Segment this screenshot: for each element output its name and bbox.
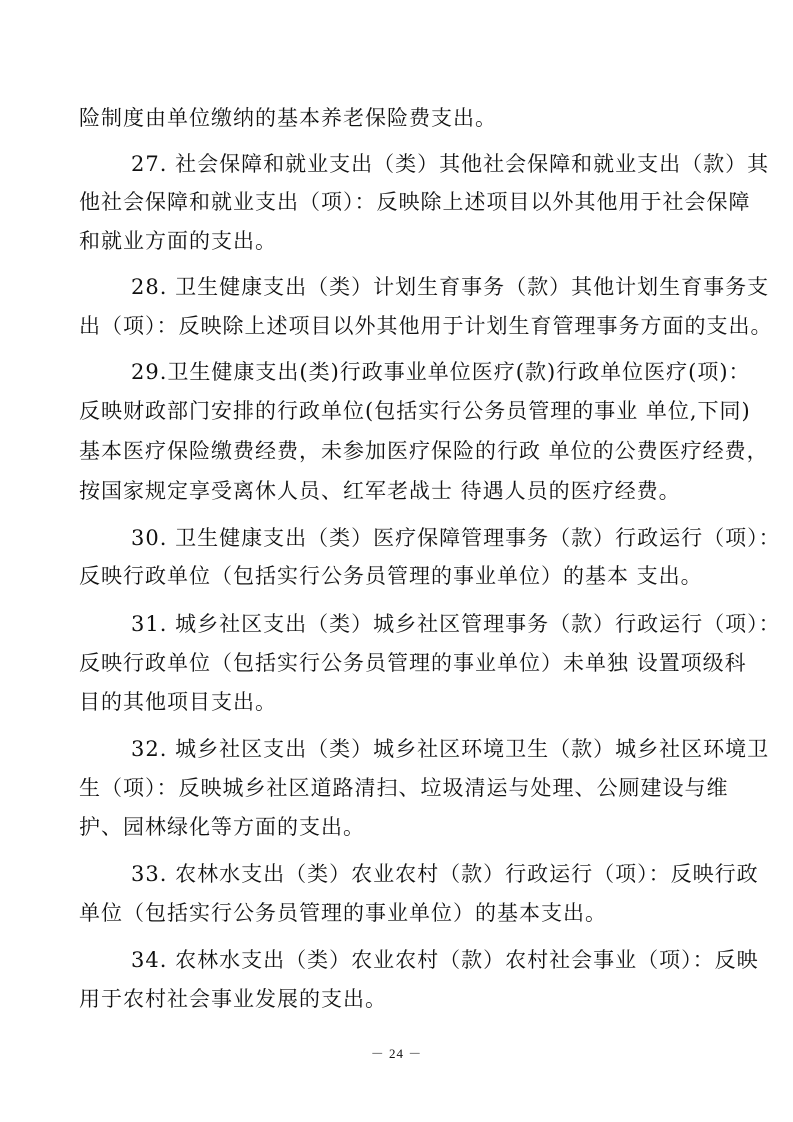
text-line: 27. 社会保障和就业支出（类）其他社会保障和就业支出（款）其 [131,152,770,176]
text-line: 险制度由单位缴纳的基本养老保险费支出。 [79,106,497,130]
text-line: 28. 卫生健康支出（类）计划生育事务（款）其他计划生育事务支 [131,275,770,299]
text-line: 反映财政部门安排的行政单位(包括实行公务员管理的事业 单位,下同) [79,399,751,423]
text-line: 反映行政单位（包括实行公务员管理的事业单位）的基本 支出。 [79,564,703,588]
text-line: 用于农村社会事业发展的支出。 [79,987,387,1011]
text-line: 护、园林绿化等方面的支出。 [79,815,365,839]
text-line: 32. 城乡社区支出（类）城乡社区环境卫生（款）城乡社区环境卫 [131,737,770,761]
text-line: 30. 卫生健康支出（类）医疗保障管理事务（款）行政运行（项）： [131,526,781,550]
text-line: 29.卫生健康支出(类)行政事业单位医疗(款)行政单位医疗(项)： [131,360,751,384]
text-line: 34. 农林水支出（类）农业农村（款）农村社会事业（项）：反映 [131,948,759,972]
text-line: 单位（包括实行公务员管理的事业单位）的基本支出。 [79,901,607,925]
text-line: 基本医疗保险缴费经费，未参加医疗保险的行政 单位的公费医疗经费， [79,439,769,463]
text-line: 他社会保障和就业支出（项）：反映除上述项目以外其他用于社会保障 [79,190,751,214]
text-line: 按国家规定享受离休人员、红军老战士 待遇人员的医疗经费。 [79,479,681,503]
text-line: 目的其他项目支出。 [79,690,277,714]
text-line: 和就业方面的支出。 [79,229,277,253]
text-line: 出（项）：反映除上述项目以外其他用于计划生育管理事务方面的支出。 [79,314,773,338]
text-line: 生（项）：反映城乡社区道路清扫、垃圾清运与处理、公厕建设与维 [79,776,729,800]
text-line: 反映行政单位（包括实行公务员管理的事业单位）未单独 设置项级科 [79,651,747,675]
page-number: － 24 － [370,1046,423,1061]
text-line: 31. 城乡社区支出（类）城乡社区管理事务（款）行政运行（项）： [131,612,781,636]
text-line: 33. 农林水支出（类）农业农村（款）行政运行（项）：反映行政 [131,862,759,886]
